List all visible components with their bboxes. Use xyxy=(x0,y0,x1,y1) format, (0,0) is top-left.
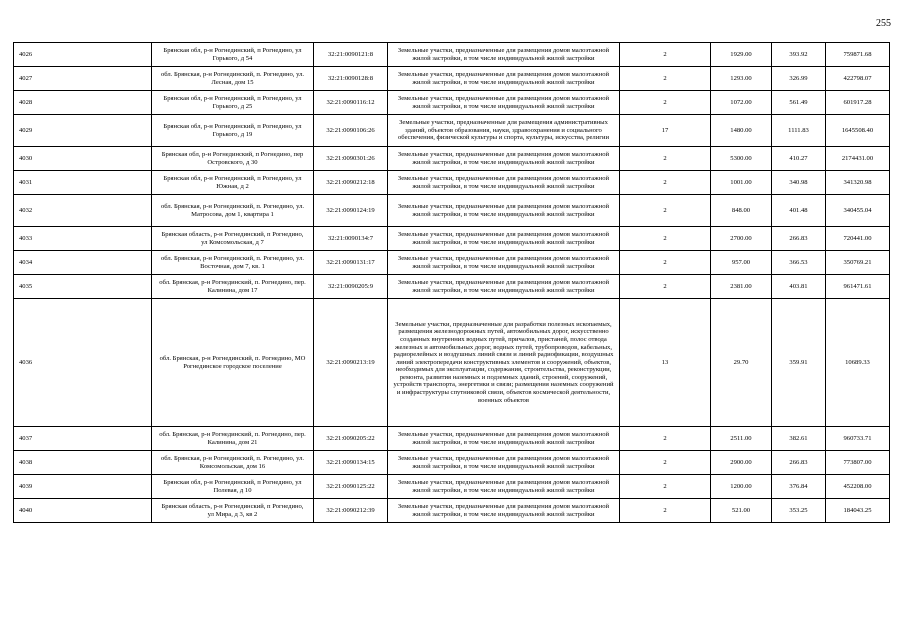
cadastral-number-cell: 32:21:0090134:7 xyxy=(314,227,388,251)
table-row xyxy=(14,195,890,227)
row-number: 4037 xyxy=(14,427,152,451)
area-cell: 2900.00 xyxy=(711,451,772,475)
area-cell: 1072.00 xyxy=(711,91,772,115)
row-number: 4029 xyxy=(14,115,152,147)
specific-value-cell: 410.27 xyxy=(772,147,826,171)
group-cell: 2 xyxy=(620,195,711,227)
group-cell: 2 xyxy=(620,251,711,275)
cadastral-value-cell: 422798.07 xyxy=(826,67,890,91)
page-number: 255 xyxy=(876,18,891,29)
specific-value-cell: 376.84 xyxy=(772,475,826,499)
land-plots-table xyxy=(13,42,890,523)
specific-value-cell: 340.98 xyxy=(772,171,826,195)
table-row xyxy=(14,427,890,451)
cadastral-value-cell: 601917.28 xyxy=(826,91,890,115)
row-number: 4031 xyxy=(14,171,152,195)
table-row xyxy=(14,147,890,171)
address-cell: Брянская обл, р-н Рогнединский, п Рогнедино, ул Южная, д 2 xyxy=(152,171,314,195)
area-cell: 1929.00 xyxy=(711,43,772,67)
cadastral-number-cell: 32:21:0090134:15 xyxy=(314,451,388,475)
land-use-cell: Земельные участки, предназначенные для размещения домов малоэтажной жилой застройки, в том числе индивидуальной жилой застройки xyxy=(388,91,620,115)
row-number: 4040 xyxy=(14,499,152,523)
group-cell: 2 xyxy=(620,171,711,195)
cadastral-value-cell: 341320.98 xyxy=(826,171,890,195)
cadastral-number-cell: 32:21:0090131:17 xyxy=(314,251,388,275)
area-cell: 957.00 xyxy=(711,251,772,275)
cadastral-number-cell: 32:21:0090212:39 xyxy=(314,499,388,523)
group-cell: 2 xyxy=(620,427,711,451)
cadastral-value-cell: 773807.00 xyxy=(826,451,890,475)
specific-value-cell: 326.99 xyxy=(772,67,826,91)
specific-value-cell: 393.92 xyxy=(772,43,826,67)
address-cell: Брянская обл, р-н Рогнединский, п Рогнедино, ул Горького, д 19 xyxy=(152,115,314,147)
land-use-cell: Земельные участки, предназначенные для размещения домов малоэтажной жилой застройки, в том числе индивидуальной жилой застройки xyxy=(388,171,620,195)
table-row xyxy=(14,43,890,67)
land-use-cell: Земельные участки, предназначенные для разработки полезных ископаемых, размещения железнодорожных путей, автомобильных дорог, искусственно созданных внутренних водных путей, причалов, пристаней, полос отвода железных и автомобильных дорог, водных путей, трубопроводов, кабельных, радиорелейных и воздушных линий связи и линий радиофикации, воздушных линий электропередачи конструктивных элементов и сооружений, объектов, необходимых для эксплуатации, содержания, строительства, реконструкции, ремонта, развития наземных и подземных зданий, строений, сооружений, устройств транспорта, энергетики и связи; размещения наземных сооружений и инфраструктуры спутниковой связи, объектов космической деятельности, военных объектов xyxy=(388,299,620,427)
specific-value-cell: 359.91 xyxy=(772,299,826,427)
cadastral-value-cell: 452208.00 xyxy=(826,475,890,499)
address-cell: обл. Брянская, р-н Рогнединский, п. Рогнедино, ул. Лесная, дом 15 xyxy=(152,67,314,91)
table-row xyxy=(14,91,890,115)
cadastral-value-cell: 960733.71 xyxy=(826,427,890,451)
area-cell: 2381.00 xyxy=(711,275,772,299)
area-cell: 5300.00 xyxy=(711,147,772,171)
group-cell: 2 xyxy=(620,475,711,499)
table-row xyxy=(14,171,890,195)
area-cell: 848.00 xyxy=(711,195,772,227)
address-cell: обл. Брянская, р-н Рогнединский, п. Рогнедино, пер. Калинина, дом 21 xyxy=(152,427,314,451)
address-cell: Брянская обл, р-н Рогнединский, п Рогнедино, пер Островского, д 30 xyxy=(152,147,314,171)
group-cell: 2 xyxy=(620,227,711,251)
land-use-cell: Земельные участки, предназначенные для размещения домов малоэтажной жилой застройки, в том числе индивидуальной жилой застройки xyxy=(388,275,620,299)
specific-value-cell: 266.83 xyxy=(772,451,826,475)
address-cell: Брянская обл, р-н Рогнединский, п Рогнедино, ул Горького, д 54 xyxy=(152,43,314,67)
specific-value-cell: 353.25 xyxy=(772,499,826,523)
area-cell: 1200.00 xyxy=(711,475,772,499)
table-row xyxy=(14,299,890,427)
specific-value-cell: 401.48 xyxy=(772,195,826,227)
cadastral-number-cell: 32:21:0090301:26 xyxy=(314,147,388,171)
cadastral-value-cell: 10689.33 xyxy=(826,299,890,427)
cadastral-number-cell: 32:21:0090121:8 xyxy=(314,43,388,67)
area-cell: 1480.00 xyxy=(711,115,772,147)
specific-value-cell: 382.61 xyxy=(772,427,826,451)
table-row xyxy=(14,275,890,299)
table-row xyxy=(14,475,890,499)
land-use-cell: Земельные участки, предназначенные для размещения административных зданий, объектов образования, науки, здравоохранения и социального обеспечения, физической культуры и спорта, культуры, искусства, религии xyxy=(388,115,620,147)
land-use-cell: Земельные участки, предназначенные для размещения домов малоэтажной жилой застройки, в том числе индивидуальной жилой застройки xyxy=(388,427,620,451)
cadastral-value-cell: 184043.25 xyxy=(826,499,890,523)
table-row xyxy=(14,251,890,275)
area-cell: 29.70 xyxy=(711,299,772,427)
group-cell: 2 xyxy=(620,67,711,91)
area-cell: 521.00 xyxy=(711,499,772,523)
land-use-cell: Земельные участки, предназначенные для размещения домов малоэтажной жилой застройки, в том числе индивидуальной жилой застройки xyxy=(388,195,620,227)
address-cell: Брянская обл, р-н Рогнединский, п Рогнедино, ул Горького, д 25 xyxy=(152,91,314,115)
address-cell: Брянская обл, р-н Рогнединский, п Рогнедино, ул Полевая, д 10 xyxy=(152,475,314,499)
group-cell: 2 xyxy=(620,451,711,475)
cadastral-number-cell: 32:21:0090106:26 xyxy=(314,115,388,147)
address-cell: обл. Брянская, р-н Рогнединский, п. Рогнедино, ул. Восточная, дом 7, кв. 1 xyxy=(152,251,314,275)
row-number: 4035 xyxy=(14,275,152,299)
group-cell: 2 xyxy=(620,499,711,523)
land-use-cell: Земельные участки, предназначенные для размещения домов малоэтажной жилой застройки, в том числе индивидуальной жилой застройки xyxy=(388,227,620,251)
group-cell: 2 xyxy=(620,147,711,171)
table-row xyxy=(14,451,890,475)
group-cell: 17 xyxy=(620,115,711,147)
row-number: 4027 xyxy=(14,67,152,91)
area-cell: 2511.00 xyxy=(711,427,772,451)
group-cell: 2 xyxy=(620,275,711,299)
specific-value-cell: 1111.83 xyxy=(772,115,826,147)
land-use-cell: Земельные участки, предназначенные для размещения домов малоэтажной жилой застройки, в том числе индивидуальной жилой застройки xyxy=(388,43,620,67)
area-cell: 1293.00 xyxy=(711,67,772,91)
cadastral-value-cell: 720441.00 xyxy=(826,227,890,251)
row-number: 4039 xyxy=(14,475,152,499)
land-use-cell: Земельные участки, предназначенные для размещения домов малоэтажной жилой застройки, в том числе индивидуальной жилой застройки xyxy=(388,251,620,275)
table-row xyxy=(14,67,890,91)
specific-value-cell: 366.53 xyxy=(772,251,826,275)
cadastral-number-cell: 32:21:0090116:12 xyxy=(314,91,388,115)
cadastral-value-cell: 961471.61 xyxy=(826,275,890,299)
table-row xyxy=(14,499,890,523)
address-cell: обл. Брянская, р-н Рогнединский, п. Рогнедино, пер. Калинина, дом 17 xyxy=(152,275,314,299)
address-cell: Брянская область, р-н Рогнединский, п Рогнедино, ул Мира, д 3, кв 2 xyxy=(152,499,314,523)
row-number: 4026 xyxy=(14,43,152,67)
cadastral-number-cell: 32:21:0090205:9 xyxy=(314,275,388,299)
row-number: 4028 xyxy=(14,91,152,115)
group-cell: 13 xyxy=(620,299,711,427)
table-row xyxy=(14,227,890,251)
cadastral-value-cell: 2174431.00 xyxy=(826,147,890,171)
row-number: 4034 xyxy=(14,251,152,275)
area-cell: 2700.00 xyxy=(711,227,772,251)
group-cell: 2 xyxy=(620,91,711,115)
address-cell: Брянская область, р-н Рогнединский, п Рогнедино, ул Комсомольская, д 7 xyxy=(152,227,314,251)
address-cell: обл. Брянская, р-н Рогнединский, п. Рогнедино, ул. Комсомольская, дом 16 xyxy=(152,451,314,475)
specific-value-cell: 403.81 xyxy=(772,275,826,299)
cadastral-value-cell: 1645508.40 xyxy=(826,115,890,147)
cadastral-number-cell: 32:21:0090124:19 xyxy=(314,195,388,227)
row-number: 4036 xyxy=(14,299,152,427)
land-use-cell: Земельные участки, предназначенные для размещения домов малоэтажной жилой застройки, в том числе индивидуальной жилой застройки xyxy=(388,67,620,91)
cadastral-number-cell: 32:21:0090213:19 xyxy=(314,299,388,427)
land-use-cell: Земельные участки, предназначенные для размещения домов малоэтажной жилой застройки, в том числе индивидуальной жилой застройки xyxy=(388,499,620,523)
land-use-cell: Земельные участки, предназначенные для размещения домов малоэтажной жилой застройки, в том числе индивидуальной жилой застройки xyxy=(388,475,620,499)
table-row xyxy=(14,115,890,147)
land-use-cell: Земельные участки, предназначенные для размещения домов малоэтажной жилой застройки, в том числе индивидуальной жилой застройки xyxy=(388,147,620,171)
specific-value-cell: 561.49 xyxy=(772,91,826,115)
cadastral-number-cell: 32:21:0090212:18 xyxy=(314,171,388,195)
cadastral-value-cell: 340455.04 xyxy=(826,195,890,227)
cadastral-value-cell: 350769.21 xyxy=(826,251,890,275)
row-number: 4038 xyxy=(14,451,152,475)
land-use-cell: Земельные участки, предназначенные для размещения домов малоэтажной жилой застройки, в том числе индивидуальной жилой застройки xyxy=(388,451,620,475)
cadastral-number-cell: 32:21:0090128:8 xyxy=(314,67,388,91)
cadastral-number-cell: 32:21:0090205:22 xyxy=(314,427,388,451)
specific-value-cell: 266.83 xyxy=(772,227,826,251)
area-cell: 1001.00 xyxy=(711,171,772,195)
row-number: 4032 xyxy=(14,195,152,227)
address-cell: обл. Брянская, р-н Рогнединский, п. Рогнедино, МО Рогнединское городское поселение xyxy=(152,299,314,427)
cadastral-number-cell: 32:21:0090125:22 xyxy=(314,475,388,499)
group-cell: 2 xyxy=(620,43,711,67)
cadastral-value-cell: 759871.68 xyxy=(826,43,890,67)
row-number: 4030 xyxy=(14,147,152,171)
address-cell: обл. Брянская, р-н Рогнединский, п. Рогнедино, ул. Матросова, дом 1, квартира 1 xyxy=(152,195,314,227)
row-number: 4033 xyxy=(14,227,152,251)
